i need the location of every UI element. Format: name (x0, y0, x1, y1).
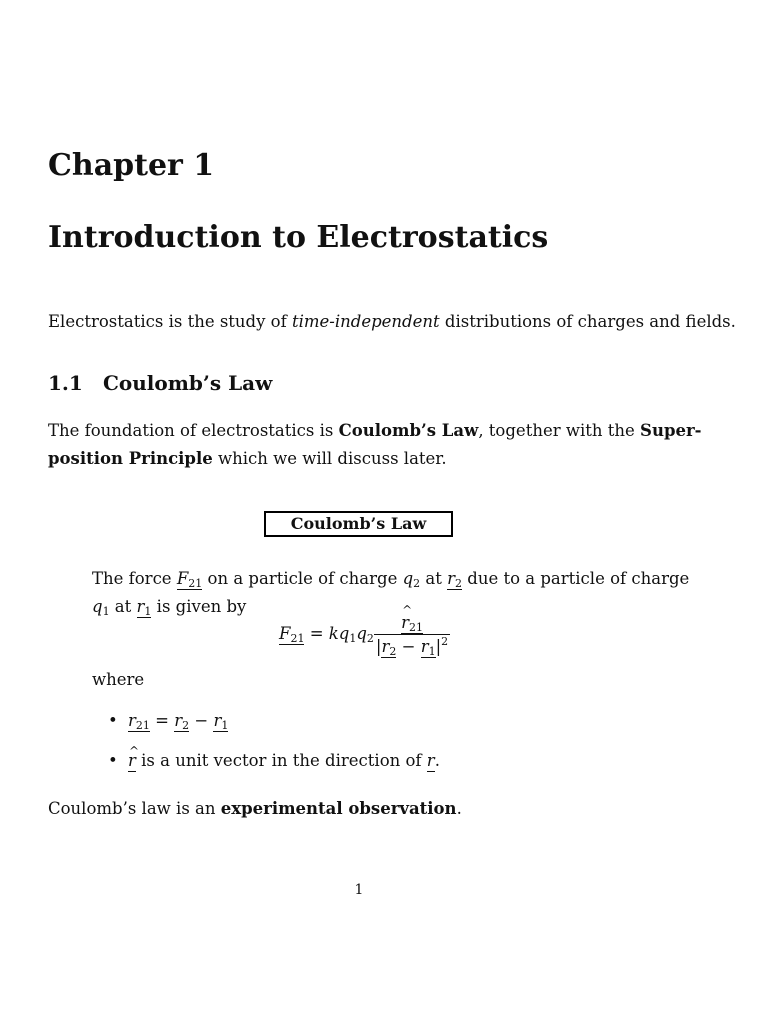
subscript-21: 21 (135, 719, 150, 732)
bullet-period: . (434, 751, 440, 770)
intro-paragraph (48, 308, 736, 336)
foundation-text-mid: , together with the (478, 421, 641, 440)
bullet-dot: • (108, 751, 118, 770)
vector-r1 (137, 597, 152, 618)
subscript-1: 1 (102, 605, 110, 618)
abs-bar-right: | (435, 637, 442, 656)
intro-text: Electrostatics is the study of (48, 312, 292, 331)
where-label: where (92, 670, 145, 689)
subscript-1: 1 (144, 605, 152, 618)
symbol-q: q (356, 624, 367, 643)
vector-F21 (279, 624, 304, 645)
bullet-dot: • (108, 711, 118, 730)
chapter-title: Introduction to Electrostatics (48, 220, 549, 255)
foundation-bold-position: position Principle (48, 449, 213, 468)
statement-line-2 (92, 593, 246, 621)
symbol-k: k (328, 624, 339, 643)
subscript-21: 21 (408, 621, 423, 634)
equals-sign: = (149, 711, 175, 730)
statement-text: at (109, 597, 137, 616)
subscript-2: 2 (389, 645, 397, 658)
symbol-r: r (213, 711, 222, 730)
bullet-item-unit-vector (108, 747, 440, 775)
statement-line-1 (92, 565, 689, 593)
symbol-q: q (402, 569, 414, 588)
subscript-1: 1 (349, 632, 357, 645)
statement-text: The force (92, 569, 177, 588)
coulomb-law-box-title: Coulomb’s Law (264, 511, 453, 537)
subscript-21: 21 (290, 632, 305, 645)
closing-bold: experimental observation (220, 799, 457, 818)
vector-r1 (421, 637, 436, 658)
symbol-F: F (176, 569, 189, 588)
fraction-denominator (374, 634, 450, 656)
symbol-r: r (128, 711, 136, 730)
charge-q2 (403, 569, 421, 588)
foundation-bold-coulomb: Coulomb’s Law (338, 421, 479, 440)
abs-bar-left: | (375, 637, 382, 656)
page-number: 1 (354, 882, 364, 898)
subscript-1: 1 (221, 719, 229, 732)
unit-vector-r (128, 751, 136, 772)
intro-emphasis: time-independent (291, 312, 440, 331)
foundation-text: The foundation of electrostatics is (48, 421, 339, 440)
symbol-r-hat: ^ r (128, 747, 136, 775)
fraction-numerator (374, 613, 450, 634)
symbol-r: r (381, 637, 390, 656)
coulomb-formula (279, 613, 450, 656)
section-title: Coulomb’s Law (103, 371, 273, 395)
vector-r2 (381, 637, 396, 658)
symbol-F: F (279, 624, 291, 643)
symbol-r: r (136, 597, 145, 616)
minus-sign: − (189, 711, 214, 730)
vector-r1 (213, 711, 228, 732)
statement-text: is given by (151, 597, 247, 616)
fraction (374, 613, 450, 656)
closing-paragraph (48, 795, 462, 823)
symbol-q: q (92, 597, 103, 616)
symbol-r-hat: ^ r (401, 613, 409, 632)
bullet-item-r21 (108, 707, 228, 735)
closing-period: . (456, 799, 462, 818)
symbol-r: r (420, 637, 429, 656)
equals-sign: = (304, 624, 329, 643)
vector-F21 (177, 569, 202, 590)
subscript-2: 2 (366, 632, 374, 645)
bullet-text: is a unit vector in the direction of (135, 751, 427, 770)
intro-text-end: distributions of charges and fields. (439, 312, 736, 331)
subscript-21: 21 (188, 577, 203, 590)
foundation-bold-super: Super- (640, 421, 702, 440)
statement-text: at (420, 569, 448, 588)
symbol-r: r (426, 751, 435, 770)
charge-q1 (339, 624, 357, 643)
statement-text: due to a particle of charge (462, 569, 690, 588)
unit-vector-r21 (401, 613, 423, 634)
vector-r2 (174, 711, 189, 732)
foundation-line-2 (48, 445, 447, 473)
section-number: 1.1 (48, 371, 83, 395)
vector-r (427, 751, 435, 772)
vector-r21 (128, 711, 150, 732)
closing-text: Coulomb’s law is an (48, 799, 221, 818)
charge-q2 (356, 624, 374, 643)
charge-q1 (92, 597, 110, 616)
foundation-line-1 (48, 417, 702, 445)
chapter-label: Chapter 1 (48, 148, 215, 183)
subscript-2: 2 (182, 719, 190, 732)
foundation-text-end: which we will discuss later. (212, 449, 447, 468)
subscript-2: 2 (413, 577, 421, 590)
symbol-r: r (174, 711, 183, 730)
symbol-q: q (338, 624, 350, 643)
subscript-2: 2 (455, 577, 463, 590)
minus-sign: − (396, 637, 421, 656)
superscript-2: 2 (441, 635, 449, 648)
section-heading (48, 368, 272, 398)
symbol-r: r (447, 569, 456, 588)
subscript-1: 1 (428, 645, 436, 658)
statement-text: on a particle of charge (202, 569, 403, 588)
vector-r2 (447, 569, 462, 590)
